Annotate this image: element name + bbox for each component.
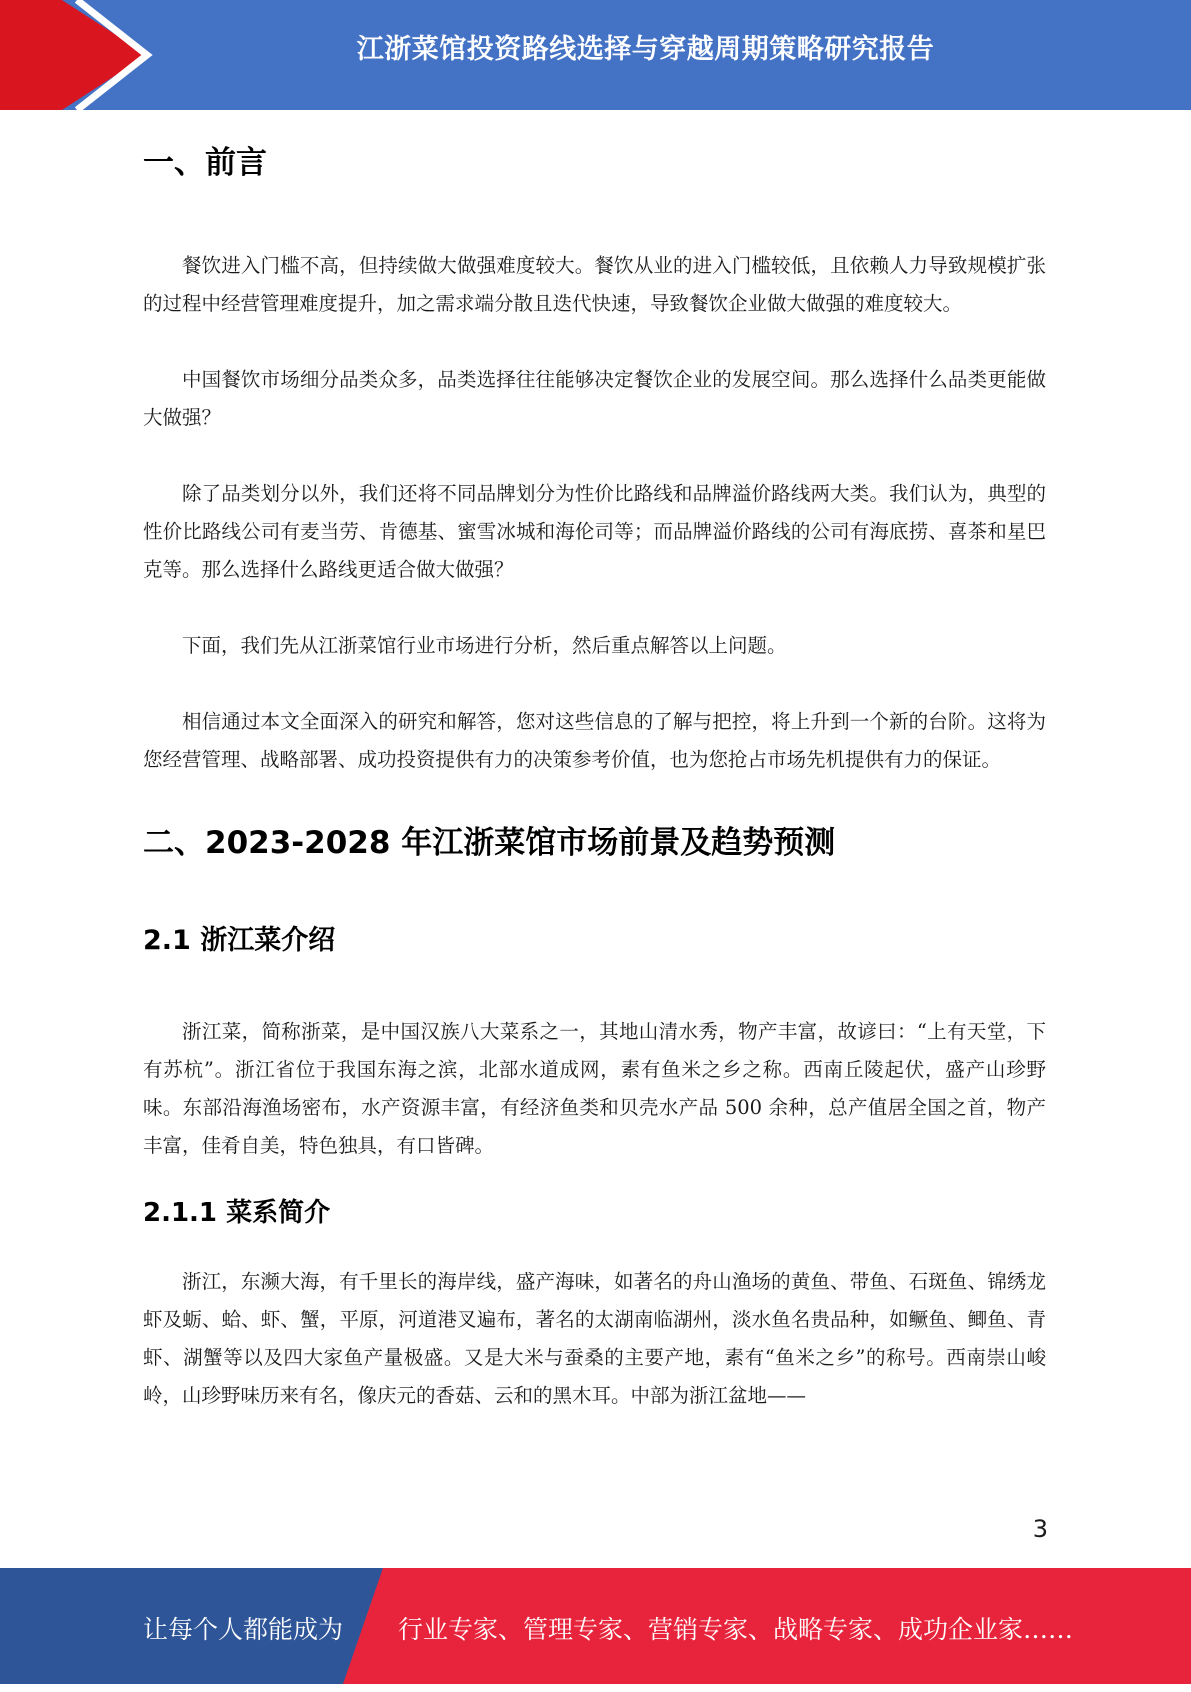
- footer-banner: [0, 1568, 1191, 1684]
- preface-paragraph-5: 相信通过本文全面深入的研究和解答，您对这些信息的了解与把控，将上升到一个新的台阶。这将为您经营管理、战略部署、成功投资提供有力的决策参考价值，也为您抢占市场先机提供有力的保证。: [143, 710, 1046, 771]
- subsection-heading-cuisine-intro: 2.1.1 菜系简介: [143, 1198, 331, 1228]
- section-heading-forecast: 二、2023-2028 年江浙菜馆市场前景及趋势预测: [143, 825, 836, 861]
- section-heading-preface: 一、前言: [143, 145, 267, 181]
- header-banner: [0, 0, 1191, 110]
- footer-slogan-right: 行业专家、管理专家、营销专家、战略专家、成功企业家……: [398, 1615, 1074, 1644]
- preface-paragraph-2: 中国餐饮市场细分品类众多，品类选择往往能够决定餐饮企业的发展空间。那么选择什么品类更能做大做强？: [143, 368, 1046, 429]
- preface-paragraph-4: 下面，我们先从江浙菜馆行业市场进行分析，然后重点解答以上问题。: [182, 634, 787, 657]
- cuisine-intro-paragraph: 浙江，东濒大海，有千里长的海岸线，盛产海味，如著名的舟山渔场的黄鱼、带鱼、石斑鱼、锦绣龙虾及蛎、蛤、虾、蟹，平原，河道港叉遍布，著名的太湖南临湖州，淡水鱼名贵品种，如鳜鱼、鲫鱼、青虾、湖蟹等以及四大家鱼产量极盛。又是大米与蚕桑的主要产地，素有“鱼米之乡”的称号。西南崇山峻岭，山珍野味历来有名，像庆元的香菇、云和的黑木耳。中部为浙江盆地——: [143, 1270, 1046, 1407]
- zhejiang-cuisine-paragraph: 浙江菜，简称浙菜，是中国汉族八大菜系之一，其地山清水秀，物产丰富，故谚曰：“上有天堂，下有苏杭”。浙江省位于我国东海之滨，北部水道成网，素有鱼米之乡之称。西南丘陵起伏，盛产山珍野味。东部沿海渔场密布，水产资源丰富，有经济鱼类和贝壳水产品 500 余种，总产值居全国之首，物产丰富，佳肴自美，特色独具，有口皆碑。: [143, 1020, 1046, 1157]
- header-chevron-shape: [0, 0, 160, 110]
- footer-slogan-left: 让每个人都能成为: [143, 1615, 344, 1644]
- preface-paragraph-1: 餐饮进入门槛不高，但持续做大做强难度较大。餐饮从业的进入门槛较低，且依赖人力导致规模扩张的过程中经营管理难度提升，加之需求端分散且迭代快速，导致餐饮企业做大做强的难度较大。: [143, 254, 1046, 315]
- preface-paragraph-3: 除了品类划分以外，我们还将不同品牌划分为性价比路线和品牌溢价路线两大类。我们认为，典型的性价比路线公司有麦当劳、肯德基、蜜雪冰城和海伦司等；而品牌溢价路线的公司有海底捞、喜茶和星巴克等。那么选择什么路线更适合做大做强？: [143, 482, 1046, 581]
- page-number: 3: [1032, 1515, 1048, 1543]
- subsection-heading-zhejiang-cuisine: 2.1 浙江菜介绍: [143, 925, 336, 956]
- report-title: 江浙菜馆投资路线选择与穿越周期策略研究报告: [356, 34, 935, 65]
- page-content: [143, 110, 1046, 1415]
